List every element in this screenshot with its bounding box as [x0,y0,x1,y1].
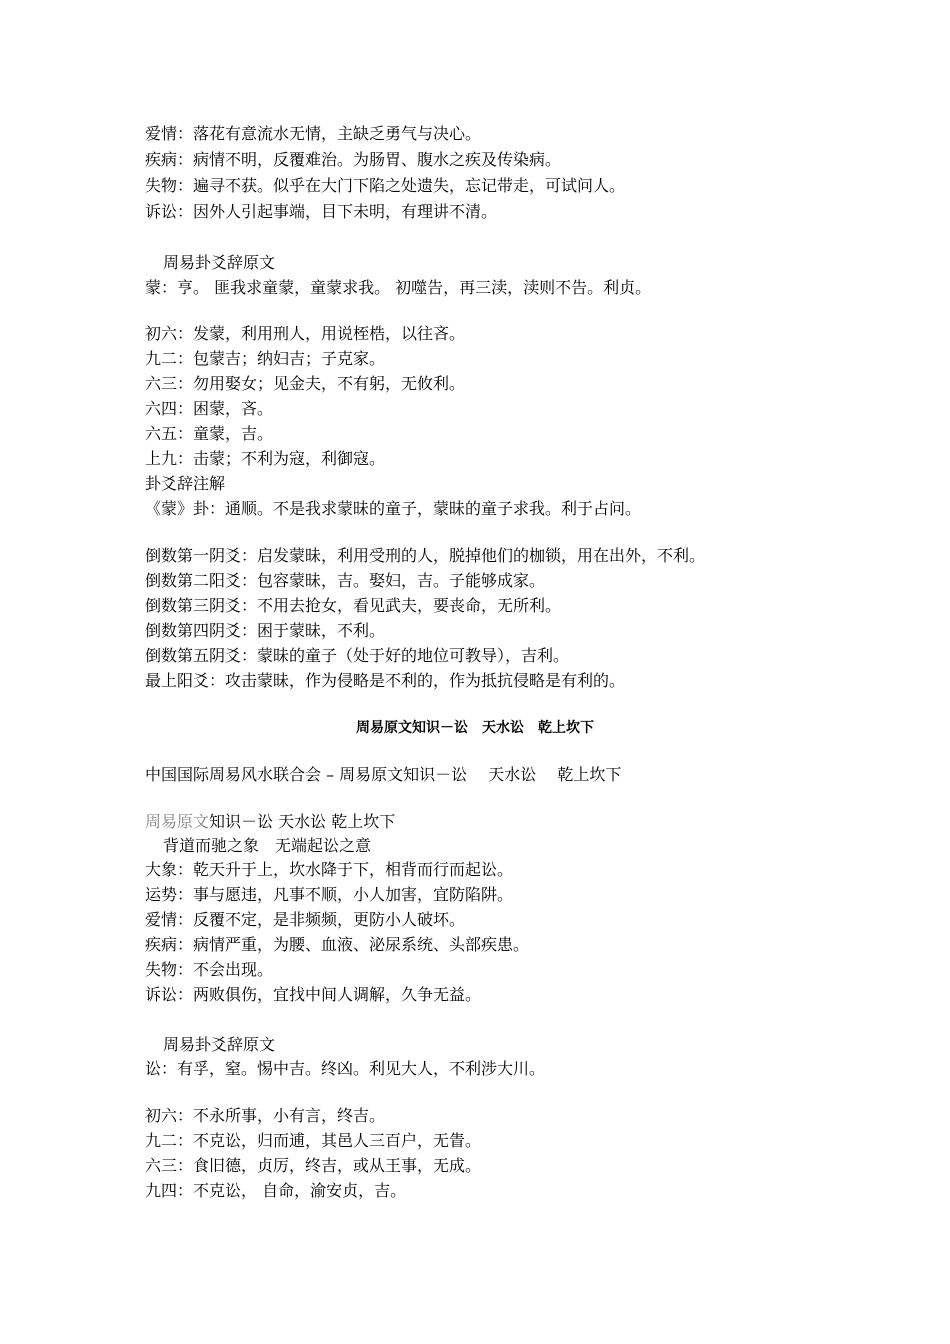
meng-heading: 周易卦爻辞原文 [163,253,276,272]
meng-note-5: 倒数第五阴爻：蒙昧的童子（处于好的地位可教导），吉利。 [145,646,570,665]
aspect-line-1: 大象：乾天升于上，坎水降于下，相背而行而起讼。 [145,860,514,879]
aspect-line-5: 失物：不会出现。 [145,960,274,979]
subtitle-gray-part: 周易原文 [145,812,210,831]
subtitle-rest: 知识－讼 天水讼 乾上坎下 [209,812,396,831]
love-line: 爱情：落花有意流水无情，主缺乏勇气与决心。 [145,124,482,143]
aspect-line-3: 爱情：反覆不定，是非频频，更防小人破坏。 [145,910,466,929]
aspect-line-2: 运势：事与愿违，凡事不顺，小人加害，宜防陷阱。 [145,885,514,904]
meng-note-2: 倒数第二阳爻：包容蒙昧，吉。娶妇，吉。子能够成家。 [145,571,546,590]
aspect-line-6: 诉讼：两败俱伤，宜找中间人调解，久争无益。 [145,985,482,1004]
meng-note-3: 倒数第三阴爻：不用去抢女，看见武夫，要丧命，无所利。 [145,596,562,615]
meng-judgment: 蒙：亨。 匪我求童蒙，童蒙求我。 初噬告，再三渎，渎则不告。利贞。 [145,278,652,297]
song-line-2: 九二：不克讼，归而逋，其邑人三百户，无眚。 [145,1131,482,1150]
meng-notes-heading: 卦爻辞注解 [145,474,226,493]
meng-note-4: 倒数第四阴爻：困于蒙昧，不利。 [145,621,386,640]
lost-item-line: 失物：遍寻不获。似乎在大门下陷之处遗失，忘记带走，可试问人。 [145,176,626,195]
meng-line-1: 初六：发蒙，利用刑人，用说桎梏，以往吝。 [145,324,466,343]
lawsuit-line: 诉讼：因外人引起事端，目下未明，有理讲不清。 [145,202,498,221]
song-heading: 周易卦爻辞原文 [163,1035,276,1054]
aspect-line-4: 疾病：病情严重，为腰、血液、泌尿系统、头部疾患。 [145,935,530,954]
meng-line-5: 六五：童蒙，吉。 [145,424,274,443]
meng-line-4: 六四：困蒙，吝。 [145,399,274,418]
section-title: 周易原文知识－讼 天水讼 乾上坎下 [356,720,594,736]
meng-note-6: 最上阳爻：攻击蒙昧，作为侵略是不利的，作为抵抗侵略是有利的。 [145,671,626,690]
meng-line-6: 上九：击蒙；不利为寇，利御寇。 [145,449,386,468]
meng-notes-judgment: 《蒙》卦：通顺。不是我求蒙昧的童子，蒙昧的童子求我。利于占问。 [145,499,642,518]
illness-line: 疾病：病情不明，反覆难治。为肠胃、腹水之疾及传染病。 [145,150,562,169]
song-subtitle [145,812,395,832]
song-judgment: 讼：有孚，窒。惕中吉。终凶。利见大人，不利涉大川。 [145,1059,546,1078]
meng-line-3: 六三：勿用娶女；见金夫，不有躬，无攸利。 [145,374,466,393]
song-line-3: 六三：食旧德，贞厉，终吉，或从王事，无成。 [145,1156,482,1175]
meng-line-2: 九二：包蒙吉；纳妇吉；子克家。 [145,349,386,368]
song-line-4: 九四：不克讼， 自命，渝安贞，吉。 [145,1181,407,1200]
meng-note-1: 倒数第一阴爻：启发蒙昧，利用受刑的人，脱掉他们的枷锁，用在出外，不利。 [145,546,706,565]
image-line: 背道而驰之象 无端起讼之意 [163,836,372,855]
source-line: 中国国际周易风水联合会 – 周易原文知识－讼 天水讼 乾上坎下 [145,765,622,784]
song-line-1: 初六：不永所事，小有言，终吉。 [145,1106,386,1125]
